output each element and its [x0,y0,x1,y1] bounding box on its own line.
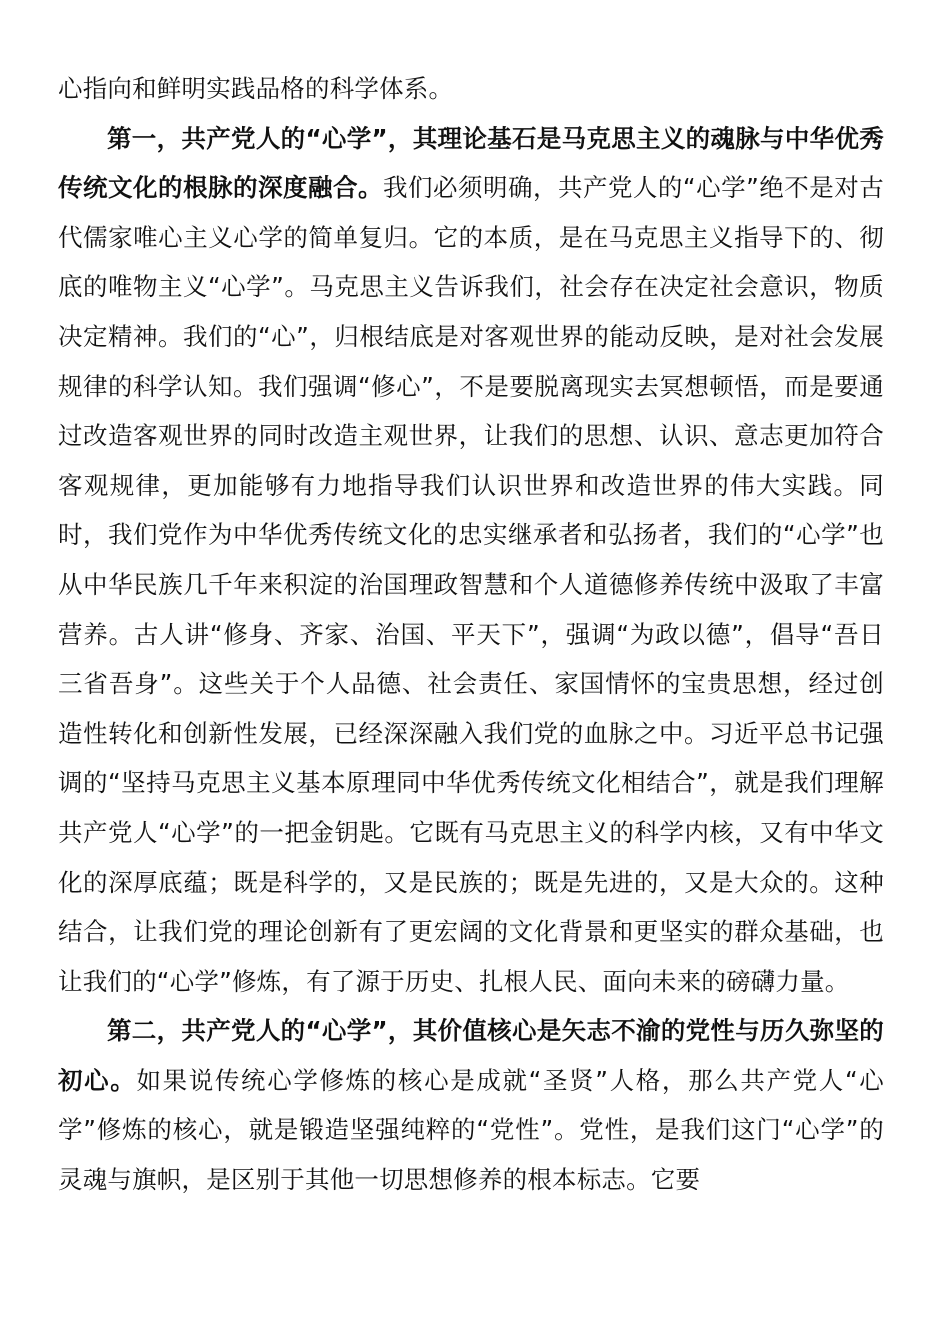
paragraph-text: 如果说传统心学修炼的核心是成就“圣贤”人格，那么共产党人“心学”修炼的核心，就是锻造坚强纯粹的“党性”。党性，是我们这门“心学”的灵魂与旗帜，是区别于其他一切思想修养的根本标志。它要 [58,1065,884,1195]
paragraph-first-point [58,114,884,1007]
paragraph-text: 心指向和鲜明实践品格的科学体系。 [58,74,454,103]
paragraph-lead: 第二，共产党人的“心学”，其价值核心是矢志不渝的党性与历久弥坚的初心。 [58,1016,884,1095]
paragraph-lead: 第一，共产党人的“心学”，其理论基石是马克思主义的魂脉与中华优秀传统文化的根脉的深度融合。 [58,123,884,203]
paragraph-continuation [58,64,884,114]
paragraph-second-point [58,1006,884,1204]
paragraph-text: 我们必须明确，共产党人的“心学”绝不是对古代儒家唯心主义心学的简单复归。它的本质，是在马克思主义指导下的、彻底的唯物主义“心学”。马克思主义告诉我们，社会存在决定社会意识，物质决定精神。我们的“心”，归根结底是对客观世界的能动反映，是对社会发展规律的科学认知。我们强调“修心”，不是要脱离现实去冥想顿悟，而是要通过改造客观世界的同时改造主观世界，让我们的思想、认识、意志更加符合客观规律，更加能够有力地指导我们认识世界和改造世界的伟大实践。同时，我们党作为中华优秀传统文化的忠实继承者和弘扬者，我们的“心学”也从中华民族几千年来积淀的治国理政智慧和个人道德修养传统中汲取了丰富营养。古人讲“修身、齐家、治国、平天下”，强调“为政以德”，倡导“吾日三省吾身”。这些关于个人品德、社会责任、家国情怀的宝贵思想，经过创造性转化和创新性发展，已经深深融入我们党的血脉之中。习近平总书记强调的“坚持马克思主义基本原理同中华优秀传统文化相结合”，就是我们理解共产党人“心学”的一把金钥匙。它既有马克思主义的科学内核，又有中华文化的深厚底蕴；既是科学的，又是民族的；既是先进的，又是大众的。这种结合，让我们党的理论创新有了更宏阔的文化背景和更坚实的群众基础，也让我们的“心学”修炼，有了源于历史、扎根人民、面向未来的磅礴力量。 [58,173,884,996]
document-body [58,64,884,1205]
